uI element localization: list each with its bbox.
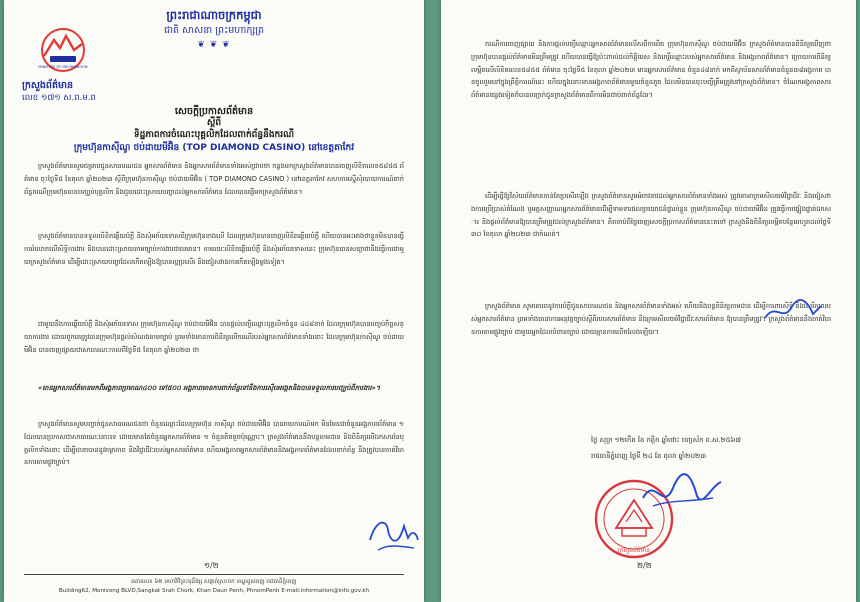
paragraph-7: ក្រសួងព័ត៌មាន សូមគោរពនូវការបំភ្លឺជូនសាធារណជន និងអ្នកសារព័ត៌មានទាំងអស់ ហើយនឹងបន្តពិនិត្យតាមដាន ដើម្បីការពារសិទ្ធិ និងសេរីភាពរបស់អ្នកសារព័ត៌មាន ព្រមទាំងធានាការអនុវត្តច្បាប់ស្ដីពីរបបសារព័ត៌មាន និងក្រមសីលធម៌វិជ្ជាជីវៈសារព័ត៌មាន ឱ្យបានត្រឹមត្រូវ។ ក្រសួងព័ត៌មាននឹងចាត់វិធានការតាមផ្លូវច្បាប់ ជាមួយអ្នកដែលបំពានច្បាប់ ដោយគ្មានការលើកលែងឡើយ។ <box>471 302 831 336</box>
signature-mark <box>761 296 831 326</box>
solar-date: រាជធានីភ្នំពេញ ថ្ងៃទី ២៤ ខែ តុលា ឆ្នាំ២០២៣ <box>591 452 707 460</box>
press-headline <box>24 129 404 155</box>
press-release-title: សេចក្ដីប្រកាសព័ត៌មាន <box>174 106 254 117</box>
footer-address-kh: អគារលេខ ៦២ មហាវិថីព្រះមុនីវង្ស សង្កាត់ស្រះចក ខណ្ឌដូនពេញ រាជធានីភ្នំពេញ <box>131 579 297 585</box>
headline-line-2: ក្រុមហ៊ុនកាស៊ីណូ ថប់ដាយមីអ៊ិន (TOP DIAMOND CASINO) នៅខេត្តតាកែវ <box>73 143 355 153</box>
reference-number: លេខ ១៧១ ស.ព.ម.ព <box>22 93 96 103</box>
minister-signature <box>637 468 725 518</box>
logo-text: MINISTRY OF INFORMATION <box>38 65 88 69</box>
lunar-date: ថ្ងៃ សុក្រ ១២កើត ខែ កត្ដិក ឆ្នាំថោះ បញ្ចស័ក ព.ស.២៥៦៧ <box>591 436 742 444</box>
footer-divider <box>24 574 404 575</box>
press-release-about: ស្ដីពី <box>206 118 222 128</box>
page-number: ១/២ <box>204 561 219 570</box>
document-page-2 <box>441 0 856 602</box>
paragraph-5: ករណីការចេញផ្សាយ និងការផ្ដល់បញ្ជីឈ្មោះអ្នកសារព័ត៌មានលើសពីការពិត ក្រុមហ៊ុនកាស៊ីណូ ថប់ដាយមីអ៊ិន ក្រសួងព័ត៌មានបានពិនិត្យឃើញថា ក្រុមហ៊ុនបានផ្ដល់ព័ត៌មានមិនត្រឹមត្រូវ ហើយបានធ្វើឱ្យប៉ះពាល់ដល់កិត្តិយស និងកេរ្តិ៍ឈ្មោះរបស់អ្នកសារព័ត៌មាន និងអង្គភាពព័ត៌មាន។ ក្រោយការពិនិត្យលម្អិតលើលិខិតលេខ៥៨៥៥ ព័ត៌មាន ចុះថ្ងៃទី៥ ខែតុលា ឆ្នាំ២០២៣ មានអ្នកសារព័ត៌មាន ចំនួន៤៨នាក់ មកពីស្ថាប័នសារព័ត៌មានចំនួន៣៨អង្គភាព បានចូលរួមនៅក្នុងព្រឹត្តិការណ៍នេះ ហើយក្នុងនោះមានអង្គភាពព័ត៌មានមួយចំនួនតូច ដែលមិនបានចុះបញ្ជីត្រឹមត្រូវនៅក្រសួងព័ត៌មាន។ ចំណែកអង្គភាពសារព័ត៌មានផ្សេងទៀតក៏បានបញ្ជាក់ជូនក្រសួងព័ត៌មានពីការមិនជាប់ពាក់ព័ន្ធដែរ។ <box>471 40 831 100</box>
document-page-1 <box>4 0 424 602</box>
ministry-of-information-logo <box>34 26 92 74</box>
ornament-divider: ❦ ❦ ❦ <box>197 40 231 50</box>
paragraph-6: ដើម្បីធ្វើឱ្យវិស័យព័ត៌មានកាន់តែប្រសើរឡើង ក្រសួងព័ត៌មានសូមអំពាវនាវដល់អ្នកសារព័ត៌មានទាំងអស់ ត្រូវគោរពក្រមសីលធម៌វិជ្ជាជីវៈ និងជៀសវាងការប្រើប្រាស់តំណែង ឬអត្តសញ្ញាណអ្នកសារព័ត៌មានដើម្បីទាមទារផលប្រយោជន៍ផ្ទាល់ខ្លួន ក្រុមហ៊ុនកាស៊ីណូ ថប់ដាយមីអ៊ិន ត្រូវធ្វើការផ្ទៀងផ្ទាត់ឯកសារ និងផ្ដល់ព័ត៌មានឱ្យបានត្រឹមត្រូវដល់ក្រសួងព័ត៌មាន។ គិតចាប់ពីថ្ងៃចេញសេចក្ដីប្រកាសព័ត៌មាននេះតទៅ ក្រសួងនឹងពិនិត្យលម្អិតបន្ថែមរហូតដល់ថ្ងៃទី៣០ ខែតុលា ឆ្នាំ២០២៣ ជាកំណត់។ <box>471 192 831 239</box>
ministry-name: ក្រសួងព័ត៌មាន <box>22 80 74 91</box>
paragraph-2: ក្រសួងព័ត៌មានបានទទួលលិខិតឆ្លើយបំភ្លឺ និងសុំអភ័យទោសពីក្រុមហ៊ុនខាងលើ ដែលក្រុមហ៊ុនបានចេញលិខិតឆ្លើយបំភ្លឺ ហើយបានអះអាងថាខ្លួនមិនបានធ្វើការរំលោភលើសិទ្ធិការងារ និងបានដោះស្រាយតាមច្បាប់ការងារជាធរមាន។ តាមរយៈលិខិតឆ្លើយបំភ្លឺ និងសុំអភ័យទោសនេះ ក្រុមហ៊ុនបានសន្យាថានឹងធ្វើការជាមួយក្រសួងព័ត៌មាន ដើម្បីដោះស្រាយបញ្ហាដែលកើតឡើងឱ្យបានល្អប្រសើរ និងជៀសវាងការកើតឡើងម្ដងទៀត។ <box>24 232 404 266</box>
signature-initials <box>364 510 424 556</box>
paragraph-4: ក្រសួងព័ត៌មានសូមបញ្ជាក់ជូនសាធារណជនថា ចំនួនឈ្មោះដែលក្រុមហ៊ុន កាស៊ីណូ ថប់ដាយមីអ៊ិន បានរាយការណ៍មក មិនមែនជាចំនួនអង្គភាពព័ត៌មាន ១ដែលបានប្រកាសជាសាធារណៈនោះទេ ដោយមានតែចំនួនអ្នកសារព័ត៌មាន ១ ចំនួនតិចតួចប៉ុណ្ណោះ។ ក្រសួងព័ត៌មាននឹងបន្តតាមដាន និងពិនិត្យលើឯកសារនៃបុគ្គលិកទាំងនោះ ដើម្បីធានាបាននូវតម្លាភាព និងវិជ្ជាជីវៈរបស់អ្នកសារព័ត៌មាន ហើយអង្គភាពអ្នកសារព័ត៌មាននិងអង្គភាពព័ត៌មានដែលពាក់ព័ន្ធ នឹងត្រូវបានចាត់វិធានការតាមផ្លូវច្បាប់។ <box>24 420 404 467</box>
paragraph-1: ក្រសួងព័ត៌មានសូមជម្រាបជូនសាធារណជន អ្នកសារព័ត៌មាន និងអ្នកសារព័ត៌មានទាំងអស់ជ្រាបថា កន្លងមកក្រសួងព័ត៌មានបានចេញលិខិតលេខ៥៨៥៥ ព័ត៌មាន ចុះថ្ងៃទី៥ ខែតុលា ឆ្នាំ២០២៣ ស្ដីពីក្រុមហ៊ុនកាស៊ីណូ ថប់ដាយមីអ៊ិន ( TOP DIAMOND CASINO ) នៅខេត្តតាកែវ សហការស្នើសុំរបាយការណ៍ពាក់ព័ន្ធករណីក្រុមហ៊ុនបានបញ្ឈប់បុគ្គលិក និងជួយដោះស្រាយបញ្ហាដល់អ្នកសារព័ត៌មាន ដែលបានផ្ញើមកក្រសួងព័ត៌មាន។ <box>24 162 404 196</box>
page-number: ២/២ <box>637 561 652 570</box>
seal-text: ក្រសួងព័ត៌មាន <box>617 547 651 554</box>
paragraph-3: ជាមួយនឹងការឆ្លើយបំភ្លឺ និងសុំអភ័យទោស ក្រុមហ៊ុនកាស៊ីណូ ថប់ដាយមីអ៊ិន បានផ្ដល់បញ្ជីឈ្មោះបុគ្គលិកចំនួន ៤៤៨នាក់ ដែលក្រុមហ៊ុនបានបញ្ចប់កិច្ចសន្យាការងារ ដោយពួកគេត្រូវបានក្រុមហ៊ុនផ្ដល់សំណងតាមច្បាប់ ព្រមទាំងមានការពិនិត្យលើករណីរបស់អ្នកសារព័ត៌មានទាំងនោះ ដែលក្រុមហ៊ុនកាស៊ីណូ ថប់ដាយមីអ៊ិន បានចេញផ្សាយជាសាធារណៈកាលពីថ្ងៃទី៥ ខែតុលា ឆ្នាំ២០២៣ ថា <box>24 320 404 354</box>
quote-paragraph: «មានអ្នកសារព័ត៌មានមកពីអង្គភាពប្រមាណ៤០០ ទៅ៥០០ អង្គភាពមានការពាក់ព័ន្ធទៅនឹងការស៊ើបអង្កេតនិងបានទទួលការបញ្ឈប់ពីការងារ»។ <box>38 384 381 392</box>
footer-address-en: Building62, Monivong BLVD,Sangkat Srah Chork, Khan Daun Penh, PhnomPenh E-mail:information@info.gov.kh <box>58 588 370 594</box>
national-motto: ជាតិ សាសនា ព្រះមហាក្សត្រ <box>163 25 265 36</box>
headline-line-1: ទិដ្ឋភាពការចំណេះបុគ្គលិកដែលពាក់ព័ន្ធនឹងករណី <box>133 130 295 140</box>
kingdom-title: ព្រះរាជាណាចក្រកម្ពុជា <box>166 8 262 22</box>
